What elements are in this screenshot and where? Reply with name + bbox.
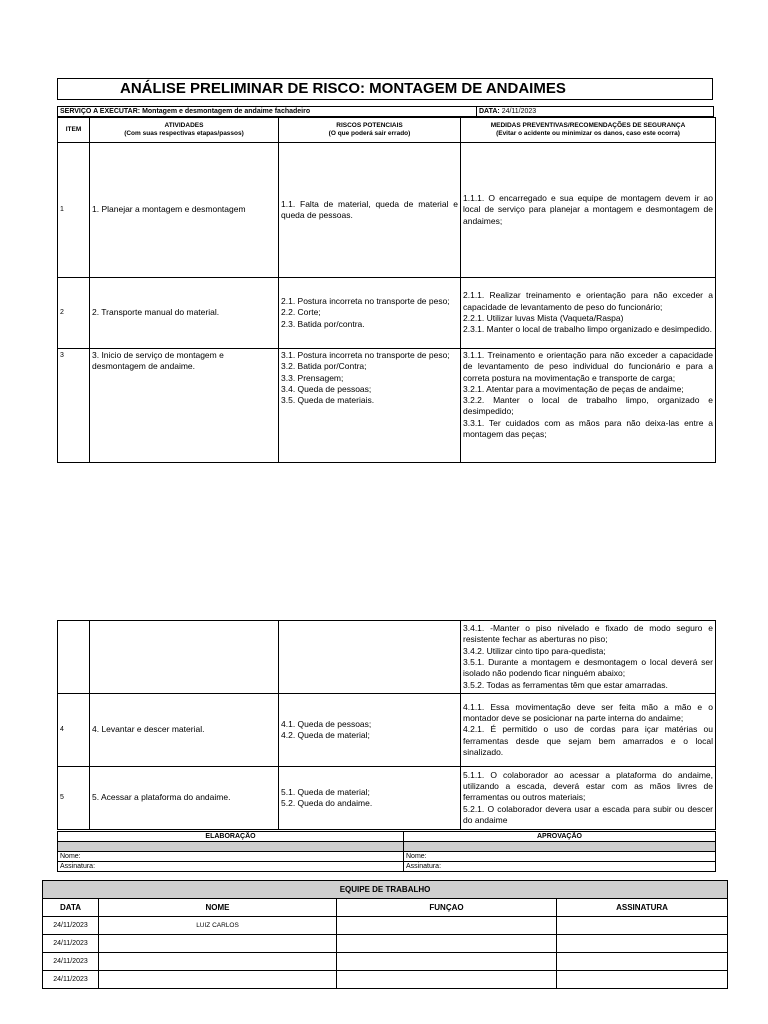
risk-row-item: 4 [58, 694, 90, 767]
measure-text: 3.2.1. Atentar para a movimentação de peças de andaime; [463, 383, 684, 394]
measure-text: 3.1.1. Treinamento e orientação para não exceder a capacidade de levantamento de peso individual do funcionário e para a correta postura na movimentação e transporte de carga; [463, 350, 713, 383]
measure-text: 2.2.1. Utilizar luvas Mista (Vaqueta/Raspa) [463, 313, 624, 323]
team-col-name: NOME [99, 899, 337, 917]
risk-row-risks [279, 349, 461, 463]
risk-text: 3.4. Queda de pessoas; [281, 383, 372, 394]
risk-table-header [58, 118, 716, 143]
team-row: 24/11/2023 [43, 971, 728, 989]
risk-row-measures [461, 143, 716, 278]
risk-text: 3.3. Prensagem; [281, 372, 344, 383]
risk-row-risks [279, 621, 461, 694]
service-row [57, 106, 714, 117]
risk-table-continuation [57, 620, 716, 830]
risk-text: 5.1. Queda de material; [281, 786, 370, 797]
header-risks: RISCOS POTENCIAIS (O que poderá sair errado) [279, 118, 461, 143]
risk-row-activity: 4. Levantar e descer material. [90, 694, 279, 767]
risk-row-activity [90, 621, 279, 694]
date-cell [477, 107, 714, 117]
risk-text: 1.1. Falta de material, queda de material e queda de pessoas. [281, 198, 458, 220]
service-cell [58, 107, 477, 117]
team-col-function: FUNÇAO [337, 899, 557, 917]
risk-row-item [58, 621, 90, 694]
risk-row [58, 621, 716, 694]
approval-header: APROVAÇÃO [404, 832, 716, 842]
risk-row-measures [461, 621, 716, 694]
measure-text: 4.2.1. É permitido o uso de cordas para içar matérias ou ferramentas desde que sejam bem amarrados e o local sinalizado. [463, 724, 713, 757]
measure-text: 2.1.1. Realizar treinamento e orientação para não exceder a capacidade de levantamento de peso do funcionário; [463, 290, 713, 312]
risk-row-risks [279, 694, 461, 767]
page-title: ANÁLISE PRELIMINAR DE RISCO: MONTAGEM DE ANDAIMES [57, 78, 713, 100]
header-item: ITEM [58, 118, 90, 143]
risk-text: 5.2. Queda do andaime. [281, 798, 373, 808]
risk-row [58, 694, 716, 767]
signature-table [57, 831, 716, 872]
measure-text: 3.5.2. Todas as ferramentas têm que estar amarradas. [463, 679, 668, 690]
risk-row-activity: 2. Transporte manual do material. [90, 278, 279, 349]
measure-text: 3.5.1. Durante a montagem e desmontagem o local deverá ser isolado não podendo ficar ninguém abaixo; [463, 657, 713, 679]
service-label: SERVIÇO A EXECUTAR: [60, 108, 141, 115]
risk-text: 3.2. Batida por/Contra; [281, 361, 367, 372]
team-col-signature: ASSINATURA [557, 899, 728, 917]
team-table [42, 880, 728, 989]
risk-row [58, 278, 716, 349]
risk-row-measures [461, 767, 716, 830]
service-value: Montagem e desmontagem de andaime fachadeiro [142, 108, 311, 115]
risk-text: 3.5. Queda de materiais. [281, 395, 375, 406]
date-label: DATA: [479, 108, 500, 115]
measure-text: 5.2.1. O colaborador devera usar a escada para subir ou descer do andaime [463, 803, 713, 825]
risk-text: 3.1. Postura incorreta no transporte de peso; [281, 350, 450, 360]
measure-text: 4.1.1. Essa movimentação deve ser feita mão a mão e o montador deve se posicionar na parte interna do andaime; [463, 701, 713, 724]
measure-text: 2.3.1. Manter o local de trabalho limpo organizado e desimpedido. [463, 324, 713, 335]
risk-text: 4.1. Queda de pessoas; [281, 718, 372, 729]
risk-row-activity: 1. Planejar a montagem e desmontagem [90, 143, 279, 278]
team-col-date: DATA [43, 899, 99, 917]
risk-row-item: 1 [58, 143, 90, 278]
risk-row-activity: 3. Inicio de serviço de montagem e desmontagem de andaime. [90, 349, 279, 463]
risk-text: 2.1. Postura incorreta no transporte de peso; [281, 296, 450, 307]
risk-row-risks [279, 143, 461, 278]
header-activities: ATIVIDADES (Com suas respectivas etapas/passos) [90, 118, 279, 143]
measure-text: 3.3.1. Ter cuidados com as mãos para não deixa-las entre a montagem das peças; [463, 417, 713, 440]
team-title: EQUIPE DE TRABALHO [43, 881, 728, 899]
risk-row-measures [461, 349, 716, 463]
approval-gray-bar [404, 842, 716, 852]
risk-row-risks [279, 278, 461, 349]
risk-text: 2.3. Batida por/contra. [281, 318, 365, 329]
risk-table [57, 117, 716, 463]
measure-text: 5.1.1. O colaborador ao acessar a plataforma do andaime, utilizando a escada, deverá estar com as mãos livres de ferramentas ou outros materiais; [463, 769, 713, 803]
risk-text: 4.2. Queda de material; [281, 730, 370, 740]
approval-signature: Assinatura: [404, 862, 716, 872]
team-row: 24/11/2023 LUIZ CARLOS [43, 917, 728, 935]
risk-row-item: 2 [58, 278, 90, 349]
risk-row-item: 5 [58, 767, 90, 830]
measure-text: 3.4.2. Utilizar cinto tipo para-quedista; [463, 645, 606, 656]
measure-text: 3.4.1. -Manter o piso nivelado e fixado de modo seguro e resistente fechar as aberturas no piso; [463, 623, 713, 645]
risk-row [58, 767, 716, 830]
risk-text: 2.2. Corte; [281, 307, 321, 318]
risk-row-measures [461, 278, 716, 349]
approval-name: Nome: [404, 852, 716, 862]
team-row: 24/11/2023 [43, 953, 728, 971]
elaboration-signature: Assinatura: [58, 862, 404, 872]
elaboration-gray-bar [58, 842, 404, 852]
measure-text: 1.1.1. O encarregado e sua equipe de montagem devem ir ao local de serviço para planejar a montagem e desmontagem de andaimes; [463, 193, 713, 226]
risk-row-activity: 5. Acessar a plataforma do andaime. [90, 767, 279, 830]
header-measures: MEDIDAS PREVENTIVAS/RECOMENDAÇÕES DE SEGURANÇA (Evitar o acidente ou minimizar os danos, caso este ocorra) [461, 118, 716, 143]
risk-row-risks [279, 767, 461, 830]
risk-row [58, 349, 716, 463]
risk-row-measures [461, 694, 716, 767]
risk-row-item: 3 [58, 349, 90, 463]
team-row: 24/11/2023 [43, 935, 728, 953]
measure-text: 3.2.2. Manter o local de trabalho limpo, organizado e desimpedido; [463, 395, 713, 417]
risk-row [58, 143, 716, 278]
date-value: 24/11/2023 [501, 108, 537, 115]
elaboration-header: ELABORAÇÃO [58, 832, 404, 842]
elaboration-name: Nome: [58, 852, 404, 862]
